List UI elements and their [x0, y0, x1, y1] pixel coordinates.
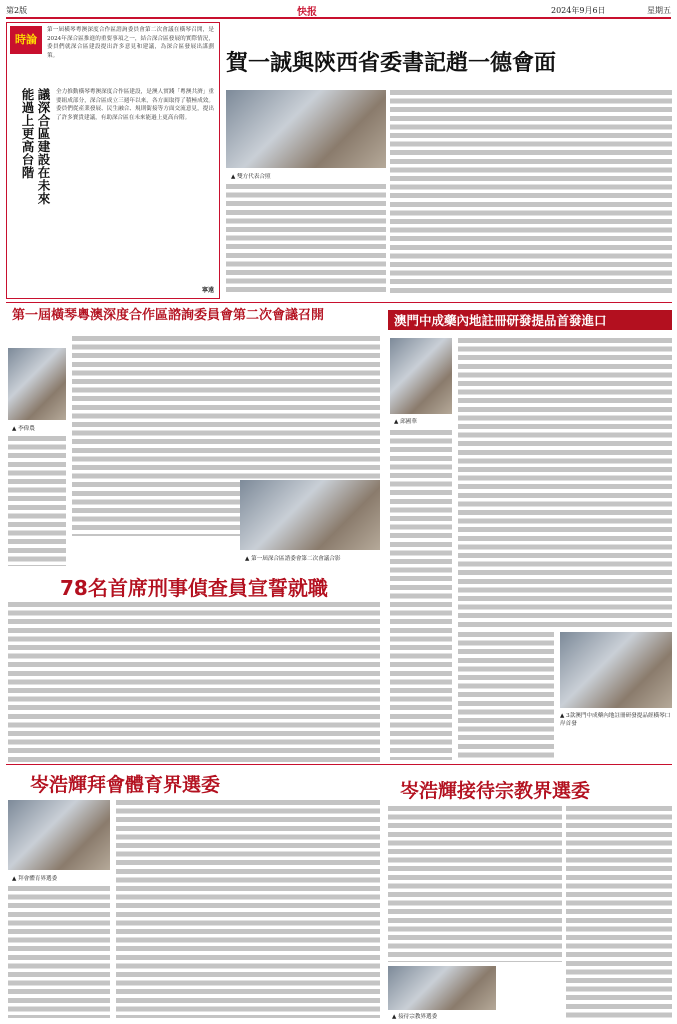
page-number: 第2版 — [6, 6, 28, 15]
editorial-paragraph-2: 全力推動橫琴粵澳深度合作區建設，是澳人實踐「粵澳共濟」重要組成部分，深合區成立三週年以來，各方面取得了積極成效。委員們從產業發展、民生融合、規則銜接等方面交流意見，提出了許多寶貴建議，有助深合區在未來能過上更高台階。 — [56, 89, 214, 121]
story2-title: 第一屆橫琴粵澳深度合作區諮詢委員會第二次會議召開 — [12, 308, 325, 323]
editorial-title-line-2: 能過上更高台階 — [20, 88, 35, 179]
masthead: 快报 — [297, 7, 317, 18]
story2-caption-right: ▲ 第一屆深合區諮委會第二次會議合影 — [245, 556, 341, 562]
story4-title: 78名首席刑事偵查員宣誓就職 — [60, 576, 328, 600]
story1-photo — [226, 90, 386, 168]
story5-photo — [8, 800, 110, 870]
page-header — [6, 3, 671, 19]
editorial-author: 寧遠 — [201, 287, 214, 294]
story5-body-col1 — [8, 886, 110, 1018]
story3-photo — [560, 632, 672, 708]
story3-body-tail — [458, 632, 554, 760]
story6-title: 岑浩輝接待宗教界選委 — [400, 780, 591, 802]
story6-caption: ▲ 接待宗教界選委 — [392, 1014, 438, 1020]
editorial-paragraph-1: 第一屆橫琴粵澳深度合作區諮詢委員會第二次會議在橫琴召開，是2024年深合區推進的重要事項之一，結合深合區發展的實際情況，委員們就深合區建設提出許多意見和建議，為深合區發展出謀劃策。 — [47, 27, 214, 59]
editorial-title — [10, 88, 50, 288]
story5-caption: ▲ 拜會體育界選委 — [12, 876, 58, 882]
story3-caption-top: ▲ 邱國華 — [394, 419, 417, 425]
editorial-badge: 時論 — [10, 26, 42, 54]
story2-photo — [240, 480, 380, 550]
story1-title: 賀一誠與陝西省委書記趙一德會面 — [226, 51, 557, 76]
story4-body — [8, 602, 380, 762]
divider — [6, 302, 672, 303]
story3-caption-bottom: ▲ 3款澳門中成藥內地註冊研發提品經橫琴口岸首發 — [560, 713, 671, 727]
story5-title: 岑浩輝拜會體育界選委 — [30, 774, 221, 796]
story1-body-left — [226, 184, 386, 294]
story3-title: 澳門中成藥內地註冊研發提品首發進口 — [394, 313, 607, 328]
story2-body-col1 — [8, 436, 66, 566]
story3-body-col1 — [390, 430, 452, 760]
story1-body-right — [390, 90, 672, 296]
issue-date: 2024年9月6日 — [551, 6, 606, 15]
story2-caption-left: ▲ 李偉農 — [12, 426, 35, 432]
story1-caption: ▲ 雙方代表合照 — [231, 174, 271, 180]
weekday: 星期五 — [647, 6, 671, 15]
story2-portrait — [8, 348, 66, 420]
story3-portrait — [390, 338, 452, 414]
editorial-title-line-1: 議深合區建設在未來 — [36, 88, 51, 205]
divider-lower — [6, 764, 672, 765]
story6-body-right — [566, 806, 672, 1018]
story6-body-cols — [388, 806, 562, 962]
story3-body-cols — [458, 338, 672, 628]
story5-body-cols — [116, 800, 380, 1018]
story6-photo — [388, 966, 496, 1010]
